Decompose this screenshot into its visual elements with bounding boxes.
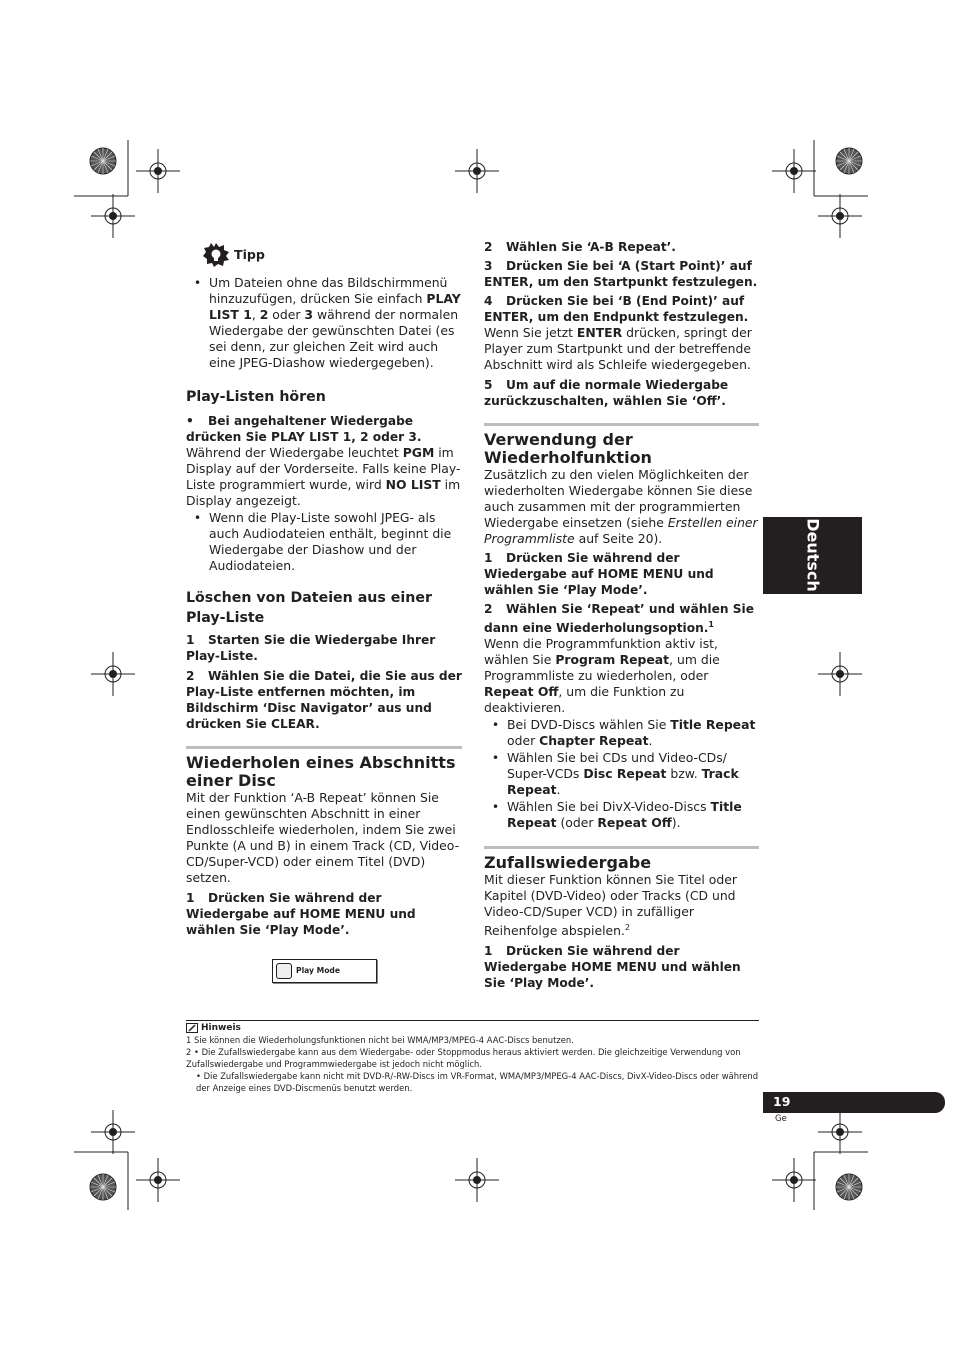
right-column (484, 239, 759, 991)
left-column (186, 242, 462, 983)
tip-key: 3 (304, 307, 314, 322)
language-code: Ge (775, 1114, 787, 1124)
tip-header (202, 242, 462, 268)
language-tab (763, 517, 862, 594)
step-text: Bei angehaltener Wiedergabe drücken Sie PLAY LIST 1, 2 oder 3. (186, 414, 422, 444)
paragraph: Mit der Funktion ‘A-B Repeat’ können Sie einen gewünschten Abschnitt in einer Endlosschleife wiederholen, indem Sie zwei Punkte (A und B) in einem Track (CD, Video-CD/Super-VCD) oder einem Titel (DVD) setzen. (186, 790, 460, 885)
language-label: Deutsch (803, 518, 823, 592)
step: 1 Drücken Sie während der Wiedergabe auf HOME MENU und wählen Sie ‘Play Mode’. (484, 551, 714, 597)
tip-title: Tipp (234, 247, 265, 262)
tip-key: PLAY LIST 1 (209, 291, 461, 322)
step: 2 Wählen Sie ‘Repeat’ und wählen Sie dann eine Wiederholungsoption.$^1$ (484, 602, 754, 636)
footnote: • Die Zufallswiedergabe kann nicht mit DVD-R/-RW-Discs im VR-Format, WMA/MP3/MPEG-4 AAC-Discs, DivX-Video-Discs oder während der Anzeige eines DVD-Discmenüs benutzt werden. (196, 1071, 759, 1093)
list-item: • Wählen Sie bei CDs und Video-CDs/ Super-VCDs Disc Repeat bzw. Track Repeat. (491, 750, 739, 798)
tip-text: während der normalen Wiedergabe der gewünschten Datei (es sei denn, zur gleichen Zeit wird auch eine JPEG-Diashow wiedergegeben). (209, 307, 459, 370)
page-number-tab (763, 1092, 945, 1113)
footnotes (186, 1020, 759, 1094)
tip-text: oder (268, 307, 305, 322)
list-item (186, 510, 462, 574)
paragraph: Mit dieser Funktion können Sie Titel oder Kapitel (DVD-Video) oder Tracks (CD und Video-CD/Super VCD) in zufälliger Reihenfolge abspielen.$^2$ (484, 872, 737, 939)
step: 2 Wählen Sie die Datei, die Sie aus der Play-Liste entfernen möchten, im Bildschirm ‘Disc Navigator’ aus und drücken Sie CLEAR. (186, 669, 462, 731)
footnote: 1 Sie können die Wiederholungsfunktionen nicht bei WMA/MP3/MPEG-4 AAC-Discs benutzen. (186, 1035, 574, 1045)
step: 3 Drücken Sie bei ‘A (Start Point)’ auf ENTER, um den Startpunkt festzulegen. (484, 259, 758, 289)
bullet: • (193, 510, 202, 525)
step (186, 413, 462, 445)
step: 4 Drücken Sie bei ‘B (End Point)’ auf ENTER, um den Endpunkt festzulegen. (484, 294, 749, 324)
step: 1 Drücken Sie während der Wiedergabe auf HOME MENU und wählen Sie ‘Play Mode’. (186, 891, 416, 937)
step: 2 Wählen Sie ‘A-B Repeat’. (484, 240, 676, 254)
paragraph: Wenn die Programmfunktion aktiv ist, wählen Sie Program Repeat, um die Programmliste zu wiederholen, oder Repeat Off, um die Funktion zu deaktivieren. (484, 636, 720, 716)
figure-label: Play Mode (296, 966, 341, 975)
section-heading: Zufallswiedergabe (484, 846, 759, 872)
paragraph: Während der Wiedergabe leuchtet PGM im Display auf der Vorderseite. Falls keine Play-Liste programmiert wurde, wird NO LIST im Display angezeigt. (186, 445, 461, 508)
step: 5 Um auf die normale Wiedergabe zurückzuschalten, wählen Sie ‘Off’. (484, 378, 729, 408)
play-mode-menu-figure (272, 959, 377, 983)
paragraph: Zusätzlich zu den vielen Möglichkeiten der wiederholten Wiedergabe können Sie diese auch zusammen mit der programmierten Wiedergabe einsetzen (siehe Erstellen einer Programmliste auf Seite 20). (484, 467, 758, 546)
list-item: • Wählen Sie bei DivX-Video-Discs Title Repeat (oder Repeat Off). (491, 799, 742, 831)
notes-title: Hinweis (201, 1023, 241, 1033)
footnote: 2 • Die Zufallswiedergabe kann aus dem Wiedergabe- oder Stoppmodus heraus aktiviert werden. Die gleichzeitige Verwendung von Zufallswiedergabe und Programmwiedergabe ist jedoch nicht möglich. (186, 1047, 741, 1069)
tip-key: 2 (259, 307, 269, 322)
footnote-ref: 2 (624, 923, 631, 933)
section-heading: Verwendung der Wiederholfunktion (484, 423, 759, 467)
section-heading: Wiederholen eines Abschnitts einer Disc (186, 746, 462, 790)
step: 1 Drücken Sie während der Wiedergabe HOME MENU und wählen Sie ‘Play Mode’. (484, 944, 741, 991)
bullet: • (186, 414, 194, 428)
list-item-text: Wenn die Play-Liste sowohl JPEG- als auch Audiodateien enthält, beginnt die Wiedergabe der Diashow und der Audiodateien. (209, 510, 452, 573)
tip-item (186, 275, 462, 371)
footnote-ref: 1 (708, 620, 714, 629)
tip-text: , (251, 307, 260, 322)
paragraph: Wenn Sie jetzt ENTER drücken, springt der Player zum Startpunkt und der betreffende Abschnitt wird als Schleife wiedergegeben. (484, 325, 752, 372)
list-item: • Bei DVD-Discs wählen Sie Title Repeat oder Chapter Repeat. (491, 717, 756, 749)
tip-text: Um Dateien ohne das Bildschirmmenü hinzuzufügen, drücken Sie einfach (209, 275, 448, 306)
section-heading: Löschen von Dateien aus einer Play-Liste (186, 590, 432, 626)
notes-header (186, 1022, 759, 1034)
note-pencil-icon (186, 1023, 198, 1033)
bullet: • (193, 275, 202, 290)
step: 1 Starten Sie die Wiedergabe Ihrer Play-Liste. (186, 633, 436, 663)
lightbulb-tip-icon (202, 242, 230, 268)
section-heading: Play-Listen hören (186, 389, 326, 405)
play-mode-icon (276, 963, 292, 979)
page-number: 19 (773, 1094, 791, 1109)
